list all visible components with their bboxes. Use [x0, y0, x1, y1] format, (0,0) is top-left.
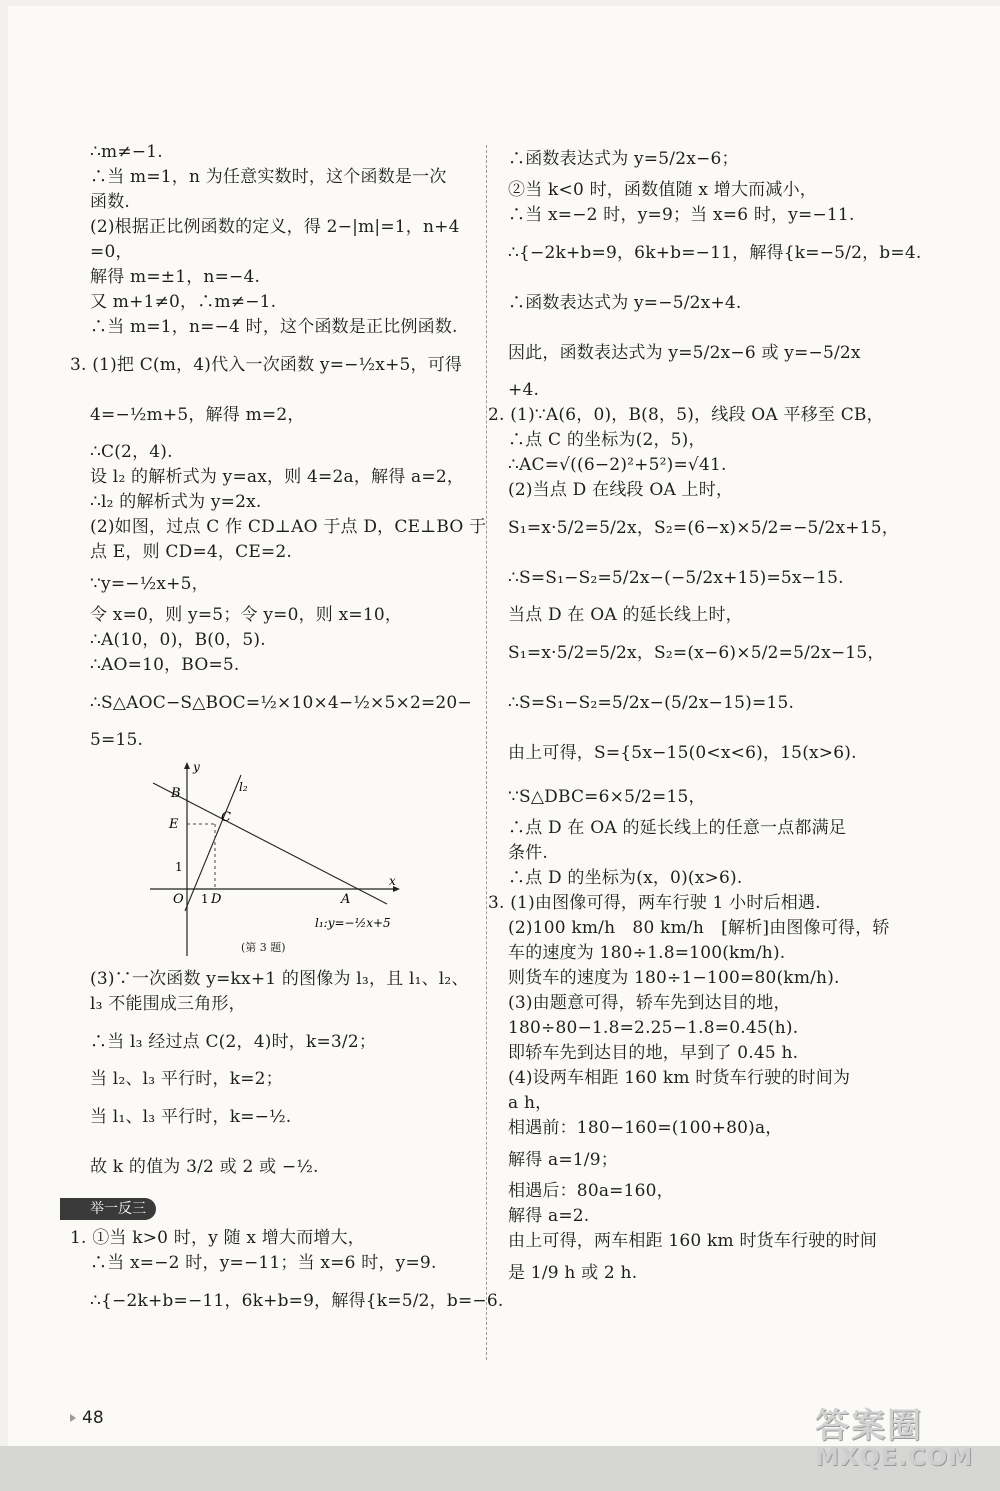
right-column [488, 140, 922, 1292]
text-line: ∴当 x=−2 时，y=−11；当 x=6 时，y=9. [90, 1253, 437, 1273]
line-l1 [153, 783, 387, 904]
text-line: ∴{−2k+b=−11，6k+b=9，解得{k=5/2，b=−6. [90, 1291, 504, 1311]
text-line: 因此，函数表达式为 y=5/2x−6 或 y=−5/2x [508, 343, 861, 363]
text-line: 4=−½m+5，解得 m=2， [90, 405, 305, 425]
figure-caption: (第 3 题) [241, 941, 286, 954]
label-a: A [341, 892, 351, 907]
text-line: ∴A(10，0)，B(0，5). [90, 630, 266, 650]
text-line: 由上可得，两车相距 160 km 时货车行驶的时间 [508, 1231, 878, 1251]
text-line: 解得 a=2. [508, 1206, 590, 1226]
text-line: +4. [508, 380, 540, 400]
label-l2: l₂ [239, 780, 248, 794]
text-line: (2)当点 D 在线段 OA 上时， [508, 480, 734, 500]
text-line: S₁=x·5/2=5/2x，S₂=(x−6)×5/2=5/2x−15， [508, 643, 885, 663]
text-line: =0， [90, 242, 133, 262]
text-line: ∴函数表达式为 y=5/2x−6； [508, 149, 739, 169]
text-line: 5=15. [90, 730, 144, 750]
text-line: ∴点 D 在 OA 的延长线上的任意一点都满足 [508, 818, 847, 838]
text-line: 函数. [90, 192, 131, 212]
text-line: S₁=x·5/2=5/2x，S₂=(6−x)×5/2=−5/2x+15， [508, 518, 899, 538]
column-divider [486, 145, 487, 1360]
text-line: ∴l₂ 的解析式为 y=2x. [90, 492, 262, 512]
watermark-line1: 答案圈 [815, 1406, 923, 1446]
label-b: B [171, 786, 181, 801]
text-line: ∴当 l₃ 经过点 C(2，4)时，k=3/2； [90, 1032, 377, 1052]
label-one-x: 1 [201, 892, 209, 906]
text-line: ∴{−2k+b=9，6k+b=−11，解得{k=−5/2，b=4. [508, 243, 922, 263]
text-line: 1. ①当 k>0 时，y 随 x 增大而增大， [70, 1228, 365, 1248]
text-line: ∴S=S₁−S₂=5/2x−(5/2x−15)=15. [508, 693, 795, 713]
text-line: ∴AO=10，BO=5. [90, 655, 240, 675]
text-line: 解得 m=±1，n=−4. [90, 267, 261, 287]
text-line: (3)由题意可得，轿车先到达目的地， [508, 993, 791, 1013]
coordinate-figure [145, 761, 405, 961]
text-line: (4)设两车相距 160 km 时货车行驶的时间为 [508, 1068, 851, 1088]
label-x: x [389, 874, 396, 888]
label-e: E [169, 817, 179, 832]
text-line: 条件. [508, 843, 549, 863]
page-number: 48 [82, 1408, 104, 1428]
text-line: 由上可得，S={5x−15(0<x<6)，15(x>6). [508, 743, 857, 763]
text-line: ∴S=S₁−S₂=5/2x−(−5/2x+15)=5x−15. [508, 568, 844, 588]
label-d: D [211, 892, 222, 907]
watermark-line2: MXQE.COM [815, 1443, 974, 1471]
text-line: 相遇前：180−160=(100+80)a， [508, 1118, 783, 1138]
text-line: (2)根据正比例函数的定义，得 2−|m|=1，n+4 [90, 217, 460, 237]
text-line: (3)∵一次函数 y=kx+1 的图像为 l₃，且 l₁、l₂、 [90, 969, 469, 989]
text-line: ∴AC=√((6−2)²+5²)=√41. [508, 455, 727, 475]
text-line: 车的速度为 180÷1.8=100(km/h). [508, 943, 786, 963]
text-line: ∴当 m=1，n=−4 时，这个函数是正比例函数. [90, 317, 458, 337]
text-line: ∴当 m=1，n 为任意实数时，这个函数是一次 [90, 167, 447, 187]
text-line: 又 m+1≠0，∴m≠−1. [90, 292, 277, 312]
label-l1: l₁:y=−½x+5 [315, 916, 391, 930]
text-line: 则货车的速度为 180÷1−100=80(km/h). [508, 968, 840, 988]
label-o: O [173, 892, 184, 907]
text-line: ∴点 C 的坐标为(2，5)， [508, 430, 706, 450]
text-line: 3. (1)把 C(m，4)代入一次函数 y=−½x+5，可得 [70, 355, 463, 375]
text-line: ∴函数表达式为 y=−5/2x+4. [508, 293, 742, 313]
figure-svg [145, 761, 405, 961]
text-line: 令 x=0，则 y=5；令 y=0，则 x=10， [90, 605, 403, 625]
text-line: 当 l₁、l₃ 平行时，k=−½. [90, 1107, 292, 1127]
label-y: y [193, 761, 200, 774]
text-line: 180÷80−1.8=2.25−1.8=0.45(h). [508, 1018, 799, 1038]
text-line: ②当 k<0 时，函数值随 x 增大而减小， [508, 180, 817, 200]
text-line: 当 l₂、l₃ 平行时，k=2； [90, 1069, 283, 1089]
watermark-logo [815, 1398, 990, 1486]
text-line: 即轿车先到达目的地，早到了 0.45 h. [508, 1043, 799, 1063]
left-column [70, 140, 504, 1326]
text-line: ∴当 x=−2 时，y=9；当 x=6 时，y=−11. [508, 205, 855, 225]
text-line: 当点 D 在 OA 的延长线上时， [508, 605, 743, 625]
text-line: l₃ 不能围成三角形， [90, 994, 246, 1014]
text-line: ∵S△DBC=6×5/2=15， [508, 787, 706, 807]
text-line: 解得 a=1/9； [508, 1150, 618, 1170]
y-axis-arrow [184, 762, 190, 769]
text-line: (2)100 km/h 80 km/h [解析]由图像可得，轿 [508, 918, 890, 938]
label-one-y: 1 [175, 860, 183, 874]
text-line: 是 1/9 h 或 2 h. [508, 1263, 638, 1283]
text-line: 相遇后：80a=160， [508, 1181, 674, 1201]
line-l2 [185, 775, 241, 911]
text-line: ∴点 D 的坐标为(x，0)(x>6). [508, 868, 743, 888]
text-line: 2. (1)∵A(6，0)，B(8，5)，线段 OA 平移至 CB， [488, 405, 884, 425]
text-line: 设 l₂ 的解析式为 y=ax，则 4=2a，解得 a=2， [90, 467, 465, 487]
text-line: 故 k 的值为 3/2 或 2 或 −½. [90, 1157, 319, 1177]
text-line: ∵y=−½x+5， [90, 574, 209, 594]
text-line: a h， [508, 1093, 553, 1113]
text-line: (2)如图，过点 C 作 CD⊥AO 于点 D，CE⊥BO 于 [90, 517, 487, 537]
text-line: ∴m≠−1. [90, 142, 163, 162]
section-tag: 举一反三 [60, 1198, 156, 1220]
text-line: ∴S△AOC−S△BOC=½×10×4−½×5×2=20− [90, 693, 472, 713]
text-line: 3. (1)由图像可得，两车行驶 1 小时后相遇. [488, 893, 821, 913]
text-line: 点 E，则 CD=4，CE=2. [90, 542, 292, 562]
label-c: C [221, 810, 231, 825]
text-line: ∴C(2，4). [90, 442, 173, 462]
